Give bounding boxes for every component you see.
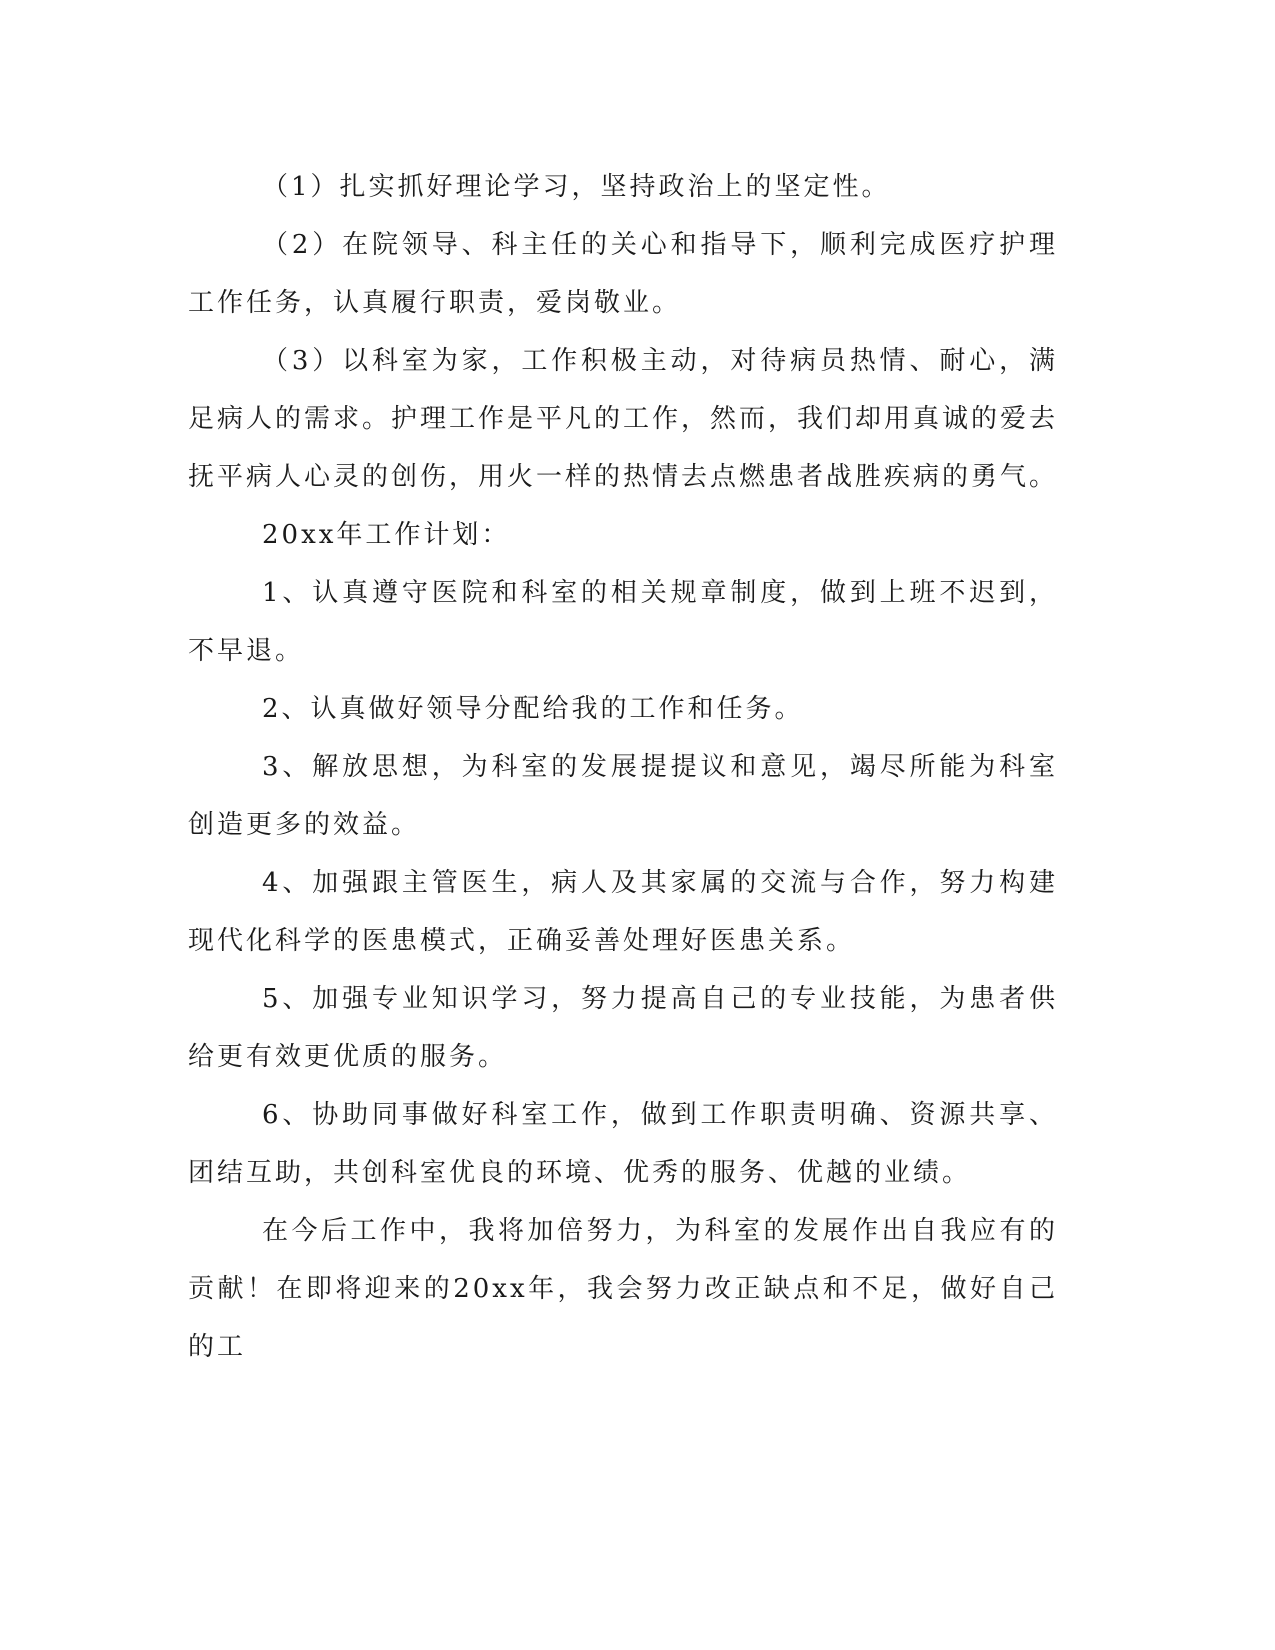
- plan-item-1: 1、认真遵守医院和科室的相关规章制度，做到上班不迟到，不早退。: [188, 578, 1058, 666]
- plan-item-6: 6、协助同事做好科室工作，做到工作职责明确、资源共享、团结互助，共创科室优良的环境、优秀的服务、优越的业绩。: [188, 1100, 1058, 1188]
- paragraph-medical-tasks: （2）在院领导、科主任的关心和指导下，顺利完成医疗护理工作任务，认真履行职责，爱岗敬业。: [188, 230, 1058, 318]
- plan-item-5: 5、加强专业知识学习，努力提高自己的专业技能，为患者供给更有效更优质的服务。: [188, 984, 1058, 1072]
- plan-item-4: 4、加强跟主管医生，病人及其家属的交流与合作，努力构建现代化科学的医患模式，正确妥善处理好医患关系。: [188, 868, 1058, 956]
- paragraph-patient-care: （3）以科室为家，工作积极主动，对待病员热情、耐心，满足病人的需求。护理工作是平凡的工作，然而，我们却用真诚的爱去抚平病人心灵的创伤，用火一样的热情去点燃患者战胜疾病的勇气。: [188, 346, 1059, 492]
- document-body: [188, 158, 1058, 1376]
- paragraph-theory-study: （1）扎实抓好理论学习，坚持政治上的坚定性。: [262, 172, 891, 202]
- plan-heading: 20xx年工作计划：: [262, 520, 511, 550]
- paragraph-closing: 在今后工作中，我将加倍努力，为科室的发展作出自我应有的贡献！在即将迎来的20xx年，我会努力改正缺点和不足，做好自己的工: [188, 1216, 1058, 1362]
- plan-item-3: 3、解放思想，为科室的发展提提议和意见，竭尽所能为科室创造更多的效益。: [188, 752, 1058, 840]
- plan-item-2: 2、认真做好领导分配给我的工作和任务。: [262, 694, 804, 724]
